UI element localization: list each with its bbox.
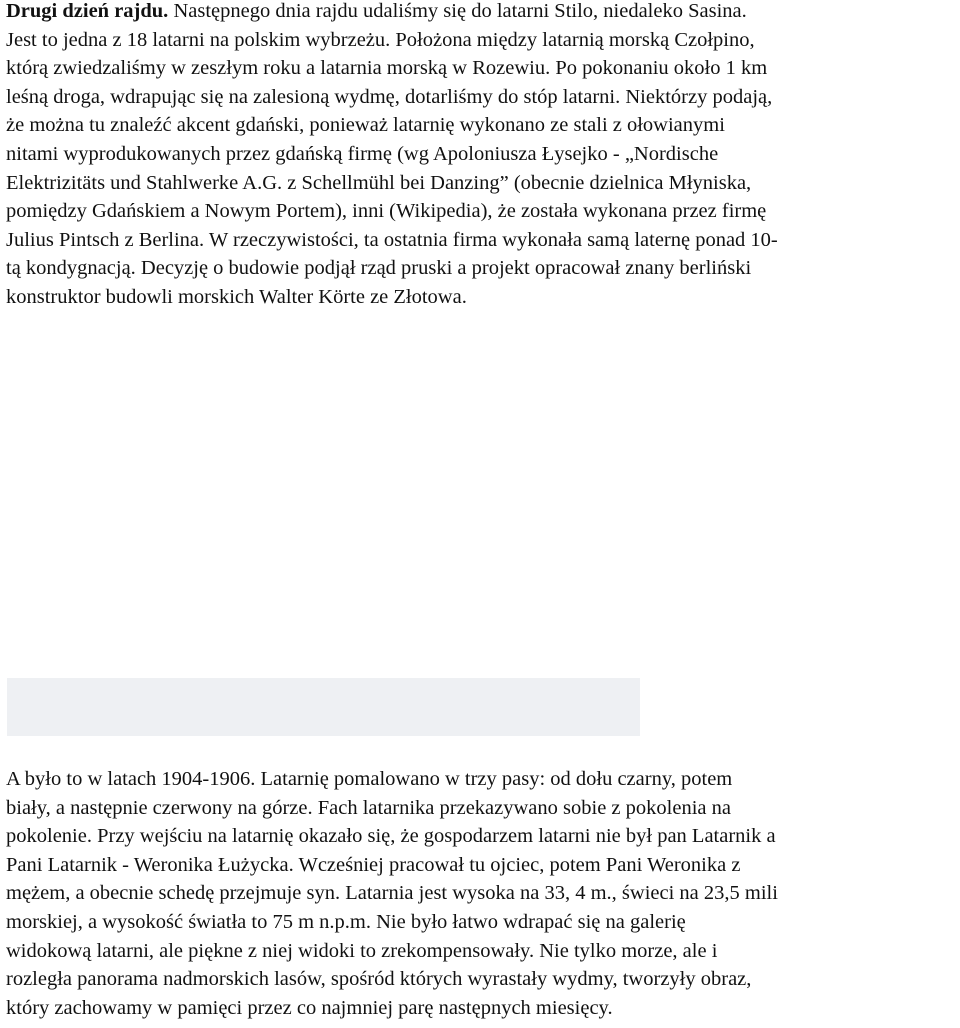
text-line: że można tu znaleźć akcent gdański, ponieważ latarnię wykonano ze stali z ołowianymi: [6, 114, 725, 137]
text-line: tą kondygnacją. Decyzję o budowie podjął rząd pruski a projekt opracował znany berliński: [6, 257, 752, 280]
photo-sky: [7, 678, 640, 736]
text-line: konstruktor budowli morskich Walter Körte ze Złotowa.: [6, 285, 467, 308]
text-line: Julius Pintsch z Berlina. W rzeczywistości, ta ostatnia firma wykonała samą laternę ponad 10-: [6, 228, 778, 251]
text-line: który zachowamy w pamięci przez co najmniej parę następnych miesięcy.: [6, 996, 613, 1019]
section-lead: Drugi dzień rajdu.: [6, 0, 169, 22]
lighthouse-lantern-photo: [7, 678, 640, 736]
text-line: którą zwiedzaliśmy w zeszłym roku a latarnia morską w Rozewiu. Po pokonaniu około 1 km: [6, 57, 768, 80]
text-line: Jest to jedna z 18 latarni na polskim wybrzeżu. Położona między latarnią morską Czołpino,: [6, 28, 755, 51]
paragraph-intro: [6, 0, 956, 312]
text-line: mężem, a obecnie schedę przejmuje syn. Latarnia jest wysoka na 33, 4 m., świeci na 23,5 mili: [6, 882, 778, 905]
paragraph-history: [6, 765, 956, 1022]
text-line: morskiej, a wysokość światła to 75 m n.p.m. Nie było łatwo wdrapać się na galerię: [6, 910, 686, 933]
text-line: biały, a następnie czerwony na górze. Fach latarnika przekazywano sobie z pokolenia na: [6, 796, 731, 819]
text-line: pomiędzy Gdańskiem a Nowym Portem), inni (Wikipedia), że została wykonana przez firmę: [6, 200, 767, 223]
text-line: widokową latarni, ale piękne z niej widoki to zrekompensowały. Nie tylko morze, ale i: [6, 939, 718, 962]
text-line: rozległa panorama nadmorskich lasów, spośród których wyrastały wydmy, tworzyły obraz,: [6, 968, 752, 991]
text-line: pokolenie. Przy wejściu na latarnię okazało się, że gospodarzem latarni nie był pan Latarnik a: [6, 825, 776, 848]
text-line: Pani Latarnik - Weronika Łużycka. Wcześniej pracował tu ojciec, potem Pani Weronika z: [6, 853, 741, 876]
text-line: [6, 0, 956, 26]
text-line: leśną droga, wdrapując się na zalesioną wydmę, dotarliśmy do stóp latarni. Niektórzy podają,: [6, 85, 773, 108]
text-line: Elektrizitäts und Stahlwerke A.G. z Schellmühl bei Danzing” (obecnie dzielnica Młyniska,: [6, 171, 752, 194]
text-line-rest: Następnego dnia rajdu udaliśmy się do latarni Stilo, niedaleko Sasina.: [168, 0, 747, 22]
text-line: A było to w latach 1904-1906. Latarnię pomalowano w trzy pasy: od dołu czarny, potem: [6, 768, 733, 790]
text-line: nitami wyprodukowanych przez gdańską firmę (wg Apoloniusza Łysejko - „Nordische: [6, 142, 719, 165]
